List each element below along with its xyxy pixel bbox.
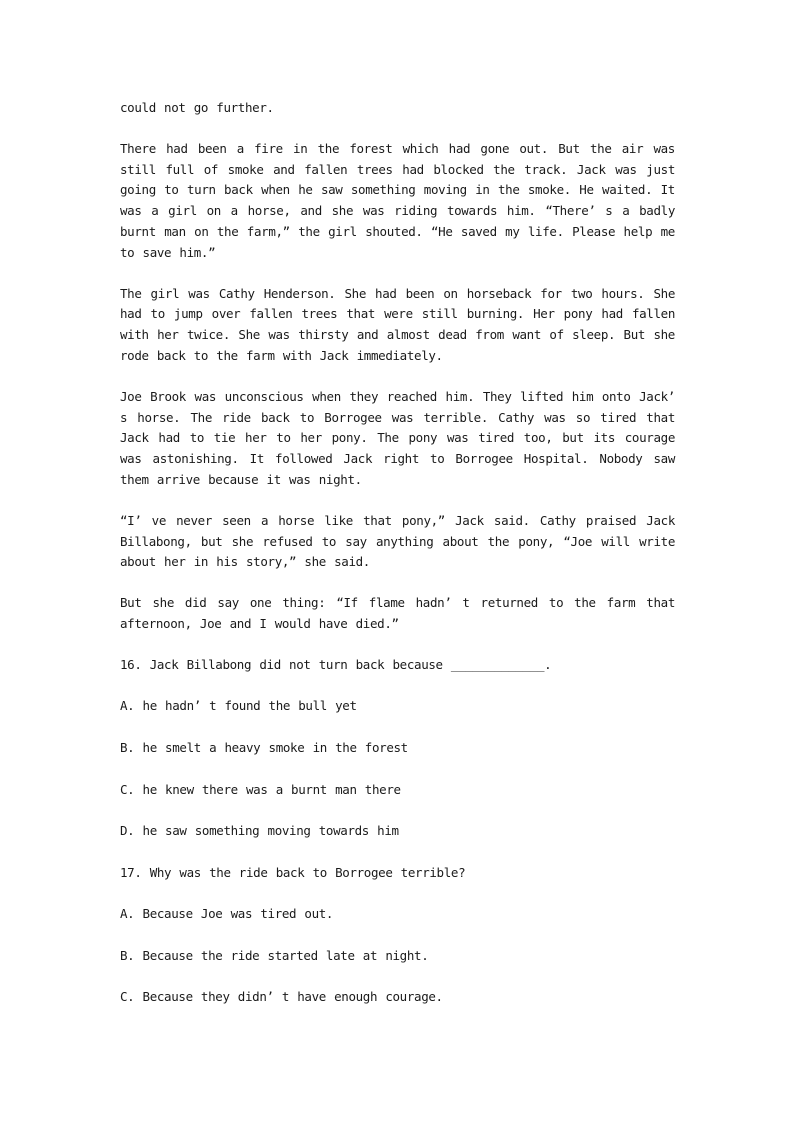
- question-17: [120, 863, 675, 1009]
- question-17-option-a: A. Because Joe was tired out.: [120, 906, 334, 922]
- passage-paragraph-fire: There had been a fire in the forest which had gone out. But the air was still full of smoke and fallen trees had blocked the track. Jack was just going to turn back when he saw something moving in the smoke. He waited. It was a girl on a horse, and she was riding towards him. “There’ s a badly burnt man on the farm,” the girl shouted. “He saved my life. Please help me to save him.”: [120, 140, 675, 260]
- passage-paragraph-pony: “I’ ve never seen a horse like that pony,” Jack said. Cathy praised Jack Billabong, but she refused to say anything about the pony, “Joe will write about her in his story,” she said.: [120, 512, 675, 570]
- question-16-option-a: A. he hadn’ t found the bull yet: [120, 698, 357, 714]
- document-page: [120, 98, 675, 1029]
- question-16-option-d: D. he saw something moving towards him: [120, 823, 399, 839]
- passage-paragraph-continuation: could not go further.: [120, 100, 274, 115]
- passage-paragraph-ending: But she did say one thing: “If flame hadn’ t returned to the farm that afternoon, Joe and I would have died.”: [120, 595, 675, 631]
- question-17-stem: 17. Why was the ride back to Borrogee terrible?: [120, 864, 466, 880]
- question-16-option-b: B. he smelt a heavy smoke in the forest: [120, 739, 408, 755]
- question-17-option-b: B. Because the ride started late at night.: [120, 947, 429, 963]
- question-16: [120, 655, 675, 842]
- question-16-stem: 16. Jack Billabong did not turn back because _____________.: [120, 656, 552, 672]
- passage-paragraph-cathy: The girl was Cathy Henderson. She had been on horseback for two hours. She had to jump over fallen trees that were still burning. Her pony had fallen with her twice. She was thirsty and almost dead from want of sleep. But she rode back to the farm with Jack immediately.: [120, 285, 675, 363]
- passage-paragraph-joe: Joe Brook was unconscious when they reached him. They lifted him onto Jack’ s horse. The ride back to Borrogee was terrible. Cathy was so tired that Jack had to tie her to her pony. The pony was tired too, but its courage was astonishing. It followed Jack right to Borrogee Hospital. Nobody saw them arrive because it was night.: [120, 388, 675, 487]
- question-16-option-c: C. he knew there was a burnt man there: [120, 781, 401, 797]
- question-17-option-c: C. Because they didn’ t have enough courage.: [120, 989, 443, 1005]
